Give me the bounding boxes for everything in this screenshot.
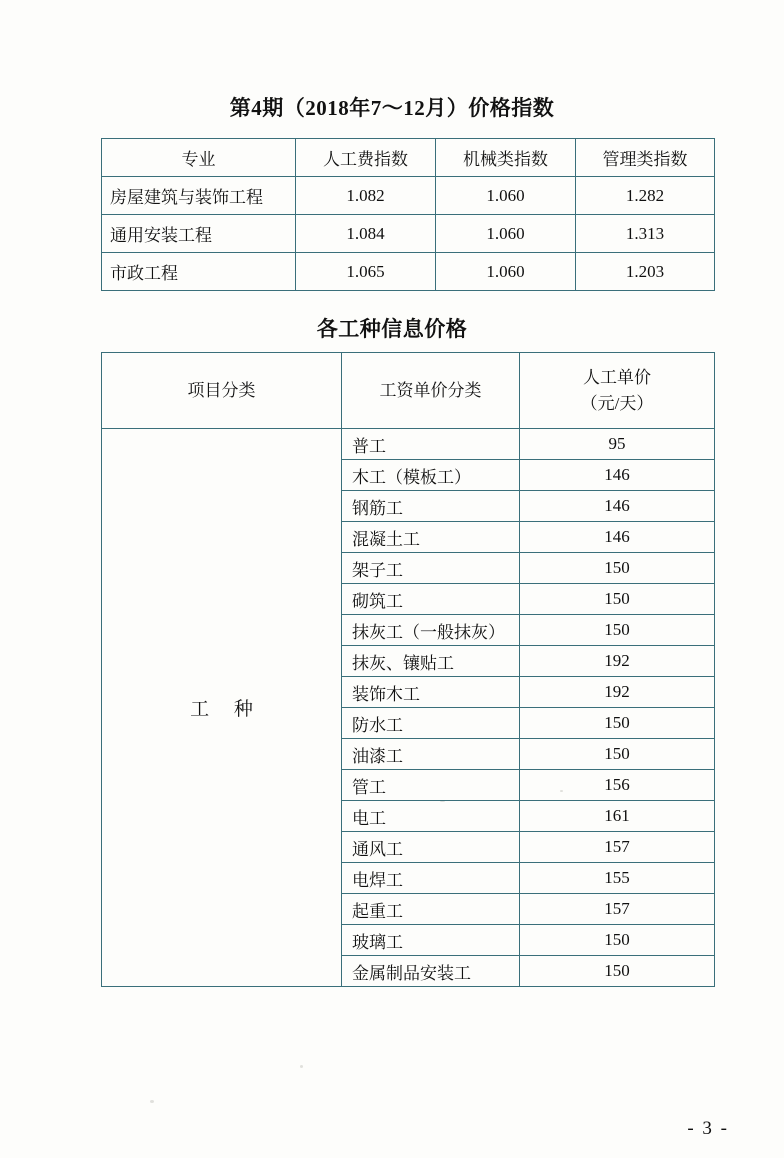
table-row [102,215,715,253]
job-name: 抹灰工（一般抹灰） [342,615,520,646]
job-price: 150 [520,584,715,615]
job-name: 玻璃工 [342,925,520,956]
job-price: 161 [520,801,715,832]
scan-speckle [150,1100,154,1103]
job-name: 防水工 [342,708,520,739]
category-cell: 工 种 [102,429,342,987]
job-name: 金属制品安装工 [342,956,520,987]
job-name: 电焊工 [342,863,520,894]
worker-price-title: 各工种信息价格 [316,317,468,341]
job-price: 156 [520,770,715,801]
header-manage-index: 管理类指数 [576,139,715,177]
job-price: 146 [520,491,715,522]
table-row [102,177,715,215]
table-row [102,253,715,291]
job-price: 150 [520,553,715,584]
job-name: 起重工 [342,894,520,925]
table-header-row [102,353,715,429]
job-name: 油漆工 [342,739,520,770]
job-name: 混凝土工 [342,522,520,553]
row-manage-index: 1.203 [576,253,715,291]
row-manage-index: 1.313 [576,215,715,253]
worker-price-table [101,352,715,987]
row-specialty: 房屋建筑与装饰工程 [102,177,296,215]
header-unit-price [520,353,715,429]
page-number: - 3 - [687,1118,729,1139]
job-price: 150 [520,615,715,646]
price-index-title: 第4期（2018年7～12月）价格指数 [229,96,555,120]
row-machine-index: 1.060 [436,177,576,215]
row-specialty: 市政工程 [102,253,296,291]
job-price: 146 [520,460,715,491]
job-price: 150 [520,739,715,770]
job-name: 电工 [342,801,520,832]
row-labor-index: 1.065 [296,253,436,291]
header-specialty: 专业 [102,139,296,177]
job-price: 95 [520,429,715,460]
table-header-row [102,139,715,177]
header-wage-category: 工资单价分类 [342,353,520,429]
job-name: 装饰木工 [342,677,520,708]
job-price: 157 [520,894,715,925]
row-machine-index: 1.060 [436,253,576,291]
job-price: 150 [520,956,715,987]
header-labor-index: 人工费指数 [296,139,436,177]
job-name: 抹灰、镶贴工 [342,646,520,677]
row-manage-index: 1.282 [576,177,715,215]
job-price: 157 [520,832,715,863]
job-price: 192 [520,677,715,708]
job-price: 155 [520,863,715,894]
row-labor-index: 1.082 [296,177,436,215]
header-unit-price-line1: 人工单价 [583,367,651,387]
job-price: 150 [520,925,715,956]
job-price: 150 [520,708,715,739]
job-name: 钢筋工 [342,491,520,522]
job-name: 架子工 [342,553,520,584]
header-unit-price-line2: （元/天） [580,393,654,413]
row-labor-index: 1.084 [296,215,436,253]
row-machine-index: 1.060 [436,215,576,253]
table-row [102,429,715,460]
header-project-category: 项目分类 [102,353,342,429]
job-price: 192 [520,646,715,677]
job-name: 普工 [342,429,520,460]
scan-speckle [300,1065,303,1068]
price-index-table [101,138,715,291]
job-price: 146 [520,522,715,553]
job-name: 砌筑工 [342,584,520,615]
job-name: 木工（模板工） [342,460,520,491]
job-name: 通风工 [342,832,520,863]
row-specialty: 通用安装工程 [102,215,296,253]
job-name: 管工 [342,770,520,801]
header-machine-index: 机械类指数 [436,139,576,177]
